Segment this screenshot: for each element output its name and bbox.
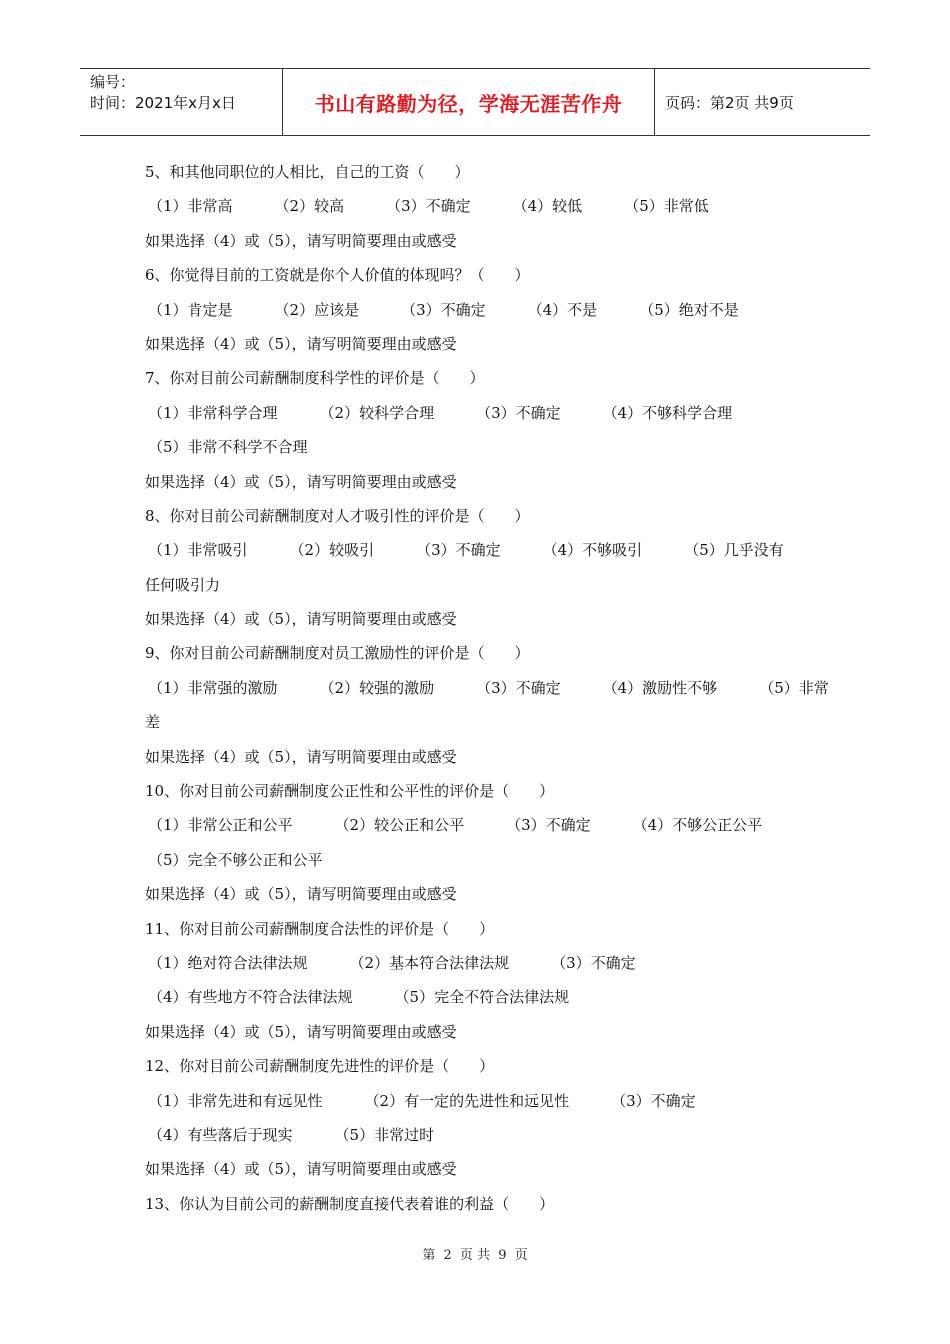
- page-footer: [0, 1244, 950, 1263]
- option-row: [145, 843, 825, 877]
- option-row: [145, 1118, 825, 1152]
- option-item: （2）基本符合法律法规: [349, 953, 510, 972]
- option-item: （4）不是: [527, 300, 598, 319]
- option-row: [145, 946, 825, 980]
- option-item: （1）非常高: [148, 197, 233, 216]
- question-text: 13、你认为目前公司的薪酬制度直接代表着谁的利益（ ）: [145, 1194, 555, 1213]
- survey-content: [145, 155, 829, 1221]
- option-item: （4）有些地方不符合法律法规: [148, 988, 353, 1007]
- option-item: （5）非常: [759, 678, 829, 697]
- option-item: （2）较公正和公平: [334, 816, 465, 835]
- note-text: 如果选择（4）或（5），请写明简要理由或感受: [145, 1022, 457, 1041]
- option-item: （1）肯定是: [148, 300, 233, 319]
- note-text: 任何吸引力: [145, 575, 221, 594]
- option-item: （2）较高: [274, 197, 345, 216]
- option-item: （1）绝对符合法律法规: [148, 953, 308, 972]
- option-item: （2）有一定的先进性和远见性: [364, 1091, 570, 1110]
- option-item: （3）不确定: [476, 678, 561, 697]
- option-item: （3）不确定: [416, 541, 501, 560]
- option-item: （1）非常先进和有远见性: [148, 1091, 323, 1110]
- option-item: （2）较强的激励: [319, 678, 435, 697]
- note-text: 如果选择（4）或（5），请写明简要理由或感受: [145, 610, 457, 629]
- option-item: （2）应该是: [274, 300, 360, 319]
- option-item: （4）不够吸引: [542, 541, 643, 560]
- option-row: [145, 430, 825, 464]
- option-row: [145, 293, 825, 327]
- footer-mid: 页 共: [459, 1248, 491, 1263]
- option-item: （5）非常过时: [334, 1125, 435, 1144]
- footer-suffix: 页: [514, 1248, 528, 1263]
- option-item: （3）不确定: [551, 953, 636, 972]
- question-text: 7、你对目前公司薪酬制度科学性的评价是（ ）: [145, 369, 485, 388]
- note-text: 如果选择（4）或（5），请写明简要理由或感受: [145, 334, 457, 353]
- option-row: [145, 980, 825, 1014]
- header-meta: [80, 69, 283, 135]
- option-item: （4）不够科学合理: [602, 403, 733, 422]
- option-item: （3）不确定: [401, 300, 486, 319]
- option-item: （5）非常不科学不合理: [148, 438, 308, 457]
- question-text: 6、你觉得目前的工资就是你个人价值的体现吗？（ ）: [145, 266, 530, 285]
- option-item: （3）不确定: [386, 197, 471, 216]
- option-row: [145, 533, 825, 567]
- option-item: （5）完全不够公正和公平: [148, 850, 323, 869]
- question-text: 5、和其他同职位的人相比，自己的工资（ ）: [145, 163, 470, 181]
- page-header: [80, 68, 870, 136]
- option-item: （5）几乎没有: [684, 541, 784, 560]
- option-item: （1）非常强的激励: [148, 678, 278, 697]
- option-row: [145, 189, 825, 223]
- note-text: 如果选择（4）或（5），请写明简要理由或感受: [145, 1160, 457, 1179]
- option-item: （3）不确定: [506, 816, 591, 835]
- header-motto: 书山有路勤为径，学海无涯苦作舟: [283, 69, 655, 135]
- option-item: （5）绝对不是: [639, 300, 739, 319]
- option-row: [145, 808, 825, 842]
- question-text: 10、你对目前公司薪酬制度公正性和公平性的评价是（ ）: [145, 782, 555, 801]
- option-item: （4）较低: [512, 197, 583, 216]
- option-item: （1）非常科学合理: [148, 403, 278, 422]
- footer-current-page: 2: [443, 1248, 452, 1263]
- question-text: 12、你对目前公司薪酬制度先进性的评价是（ ）: [145, 1057, 495, 1076]
- question-text: 9、你对目前公司薪酬制度对员工激励性的评价是（ ）: [145, 644, 530, 663]
- header-page-label: 页码：第2页 共9页: [665, 93, 794, 112]
- option-item: （5）完全不符合法律法规: [394, 988, 570, 1007]
- date-label: 时间：2021年x月x日: [90, 94, 236, 112]
- option-item: （2）较吸引: [289, 541, 375, 560]
- option-row: [145, 396, 825, 430]
- option-item: （5）非常低: [624, 197, 709, 216]
- question-text: 8、你对目前公司薪酬制度对人才吸引性的评价是（ ）: [145, 506, 530, 525]
- code-label: 编号：: [90, 73, 136, 91]
- question-text: 11、你对目前公司薪酬制度合法性的评价是（ ）: [145, 919, 495, 938]
- option-item: （1）非常吸引: [148, 541, 248, 560]
- note-text: 如果选择（4）或（5），请写明简要理由或感受: [145, 472, 457, 491]
- note-text: 差: [145, 713, 161, 732]
- option-item: （3）不确定: [476, 403, 561, 422]
- option-item: （4）不够公正公平: [632, 816, 763, 835]
- option-item: （4）激励性不够: [602, 678, 718, 697]
- option-item: （1）非常公正和公平: [148, 816, 293, 835]
- option-item: （4）有些落后于现实: [148, 1125, 293, 1144]
- option-row: [145, 1084, 825, 1118]
- note-text: 如果选择（4）或（5），请写明简要理由或感受: [145, 231, 457, 250]
- option-row: [145, 671, 829, 705]
- footer-total-pages: 9: [498, 1248, 507, 1263]
- option-item: （2）较科学合理: [319, 403, 435, 422]
- option-item: （3）不确定: [611, 1091, 696, 1110]
- note-text: 如果选择（4）或（5），请写明简要理由或感受: [145, 747, 457, 766]
- note-text: 如果选择（4）或（5），请写明简要理由或感受: [145, 885, 457, 904]
- footer-prefix: 第: [422, 1248, 436, 1263]
